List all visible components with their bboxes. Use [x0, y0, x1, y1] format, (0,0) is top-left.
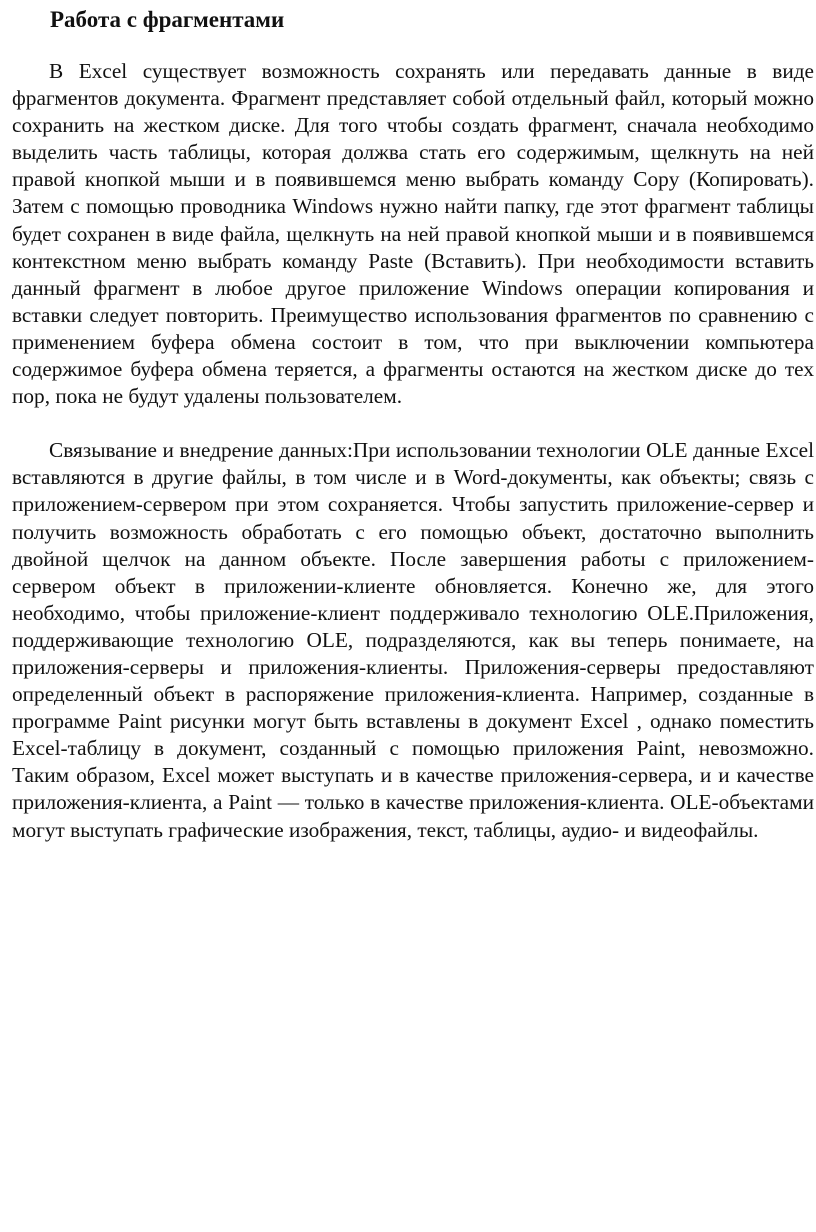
document-page: [12, 0, 814, 844]
paragraph-ole: Связывание и внедрение данных:При использовании технологии OLE данные Excel вставляются в другие файлы, в том числе и в Word-документы, как объекты; связь с приложением-сервером при этом сохраняется. Чтобы запустить приложение-сервер и получить возможность обработать с его помощью объект, достаточно выполнить двойной щелчок на данном объекте. После завершения работы с приложением-сервером объект в приложении-клиенте обновляется. Конечно же, для этого необходимо, чтобы приложение-клиент поддерживало технологию OLE.Приложения, поддерживающие технологию OLE, подразделяются, как вы теперь понимаете, на приложения-серверы и приложения-клиенты. Приложения-серверы предоставляют определенный объект в распоряжение приложения-клиента. Например, созданные в программе Paint рисунки могут быть вставлены в документ Excel , однако поместить Excel-таблицу в документ, созданный с помощью приложения Paint, невозможно. Таким образом, Excel может выступать и в качестве приложения-сервера, и и качестве приложения-клиента, а Paint — только в качестве приложения-клиента. OLE-объектами могут выступать графические изображения, текст, таблицы, аудио- и видеофайлы.: [12, 438, 814, 842]
page-title: Работа с фрагментами: [50, 7, 285, 32]
paragraph-fragments: В Excel существует возможность сохранять или передавать данные в виде фрагментов документа. Фрагмент представляет собой отдельный файл, который можно сохранить на жестком диске. Для того чтобы создать фрагмент, сначала необходимо выделить часть таблицы, которая должва стать его содержимым, щелкнуть на ней правой кнопкой мыши и в появившемся меню выбрать команду Copy (Копировать). Затем с помощью проводника Windows нужно найти папку, где этот фрагмент таблицы будет сохранен в виде файла, щелкнуть на ней правой кнопкой мыши и в появившемся контекстном меню выбрать команду Paste (Вставить). При необходимости вставить данный фрагмент в любое другое приложение Windows операции копирования и вставки следует повторить. Преимущество использования фрагментов по сравнению с применением буфера обмена состоит в том, что при выключении компьютера содержимое буфера обмена теряется, а фрагменты остаются на жестком диске до тех пор, пока не будут удалены пользователем.: [12, 59, 814, 409]
